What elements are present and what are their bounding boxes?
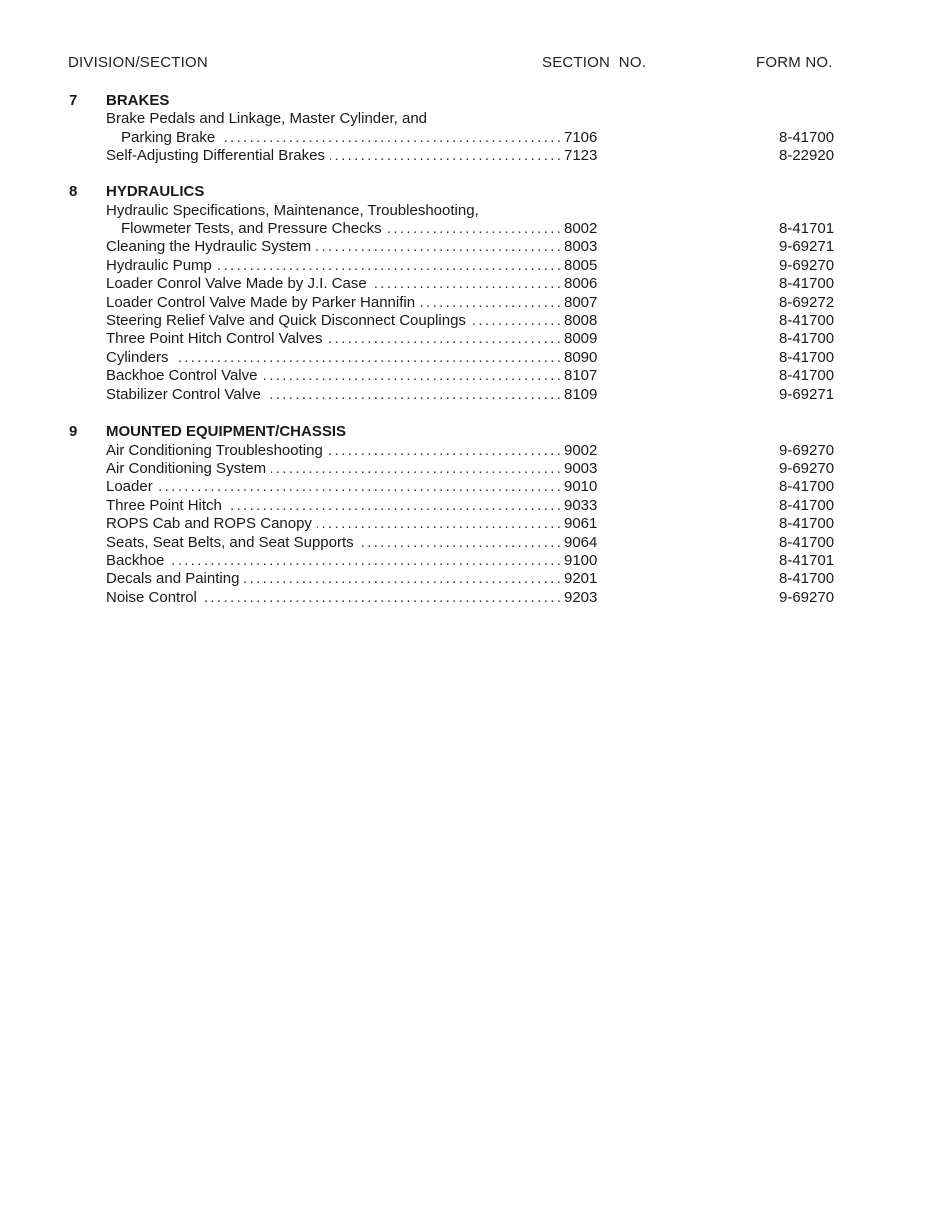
entry-form-no: 8-41700 [779,497,835,514]
entry-form-no: 8-22920 [779,147,835,164]
entry-title: Hydraulic Pump [106,257,217,274]
entry-form-no: 9-69270 [779,589,835,606]
toc-entry[interactable] [0,386,933,404]
entry-title: Loader [106,478,158,495]
entry-form-no: 9-69270 [779,257,835,274]
toc-entry[interactable] [0,367,933,385]
entry-form-no: 8-41700 [779,478,835,495]
division-title: BRAKES [106,92,170,109]
column-header-section-no: SECTION NO. [542,54,647,71]
entry-form-no: 9-69271 [779,238,835,255]
entry-section-no: 8107 [564,367,598,384]
entry-title: Loader Control Valve Made by Parker Hannifin [106,294,420,311]
entry-section-no: 8008 [564,312,598,329]
entry-section-no: 8007 [564,294,598,311]
entry-form-no: 9-69270 [779,460,835,477]
entry-form-no: 9-69270 [779,442,835,459]
toc-entry[interactable] [0,129,933,147]
entry-title: Air Conditioning Troubleshooting [106,442,328,459]
entry-form-no: 8-41700 [779,129,835,146]
toc-entry[interactable] [0,349,933,367]
entry-form-no: 8-41701 [779,552,835,569]
division-number: 9 [69,423,78,440]
entry-section-no: 8009 [564,330,598,347]
entry-title: Cylinders [106,349,174,366]
entry-section-no: 9061 [564,515,598,532]
toc-entry[interactable] [0,515,933,533]
entry-section-no: 7106 [564,129,598,146]
toc-entry[interactable] [0,330,933,348]
entry-section-no: 9033 [564,497,598,514]
entry-title: Loader Conrol Valve Made by J.I. Case [106,275,372,292]
entry-title: Self-Adjusting Differential Brakes [106,147,330,164]
entry-section-no: 9010 [564,478,598,495]
toc-entry[interactable] [0,257,933,275]
toc-entry[interactable] [0,238,933,256]
entry-title: Noise Control [106,589,202,606]
entry-section-no: 9201 [564,570,598,587]
entry-section-no: 9064 [564,534,598,551]
entry-form-no: 9-69271 [779,386,835,403]
column-header-division-section: DIVISION/SECTION [68,54,208,71]
entry-section-no: 8006 [564,275,598,292]
toc-entry[interactable] [0,312,933,330]
entry-section-no: 9203 [564,589,598,606]
toc-entry[interactable] [0,570,933,588]
entry-section-no: 7123 [564,147,598,164]
entry-title: Three Point Hitch Control Valves [106,330,327,347]
entry-form-no: 8-41700 [779,515,835,532]
entry-title: Cleaning the Hydraulic System [106,238,316,255]
toc-entry[interactable] [0,220,933,238]
division-title: HYDRAULICS [106,183,205,200]
entry-title: Seats, Seat Belts, and Seat Supports [106,534,359,551]
entry-form-no: 8-41700 [779,330,835,347]
toc-entry[interactable] [0,294,933,312]
entry-section-no: 8109 [564,386,598,403]
entry-section-no: 8090 [564,349,598,366]
entry-form-no: 8-41700 [779,534,835,551]
toc-entry[interactable] [0,460,933,478]
toc-entry[interactable] [0,478,933,496]
entry-form-no: 8-41700 [779,275,835,292]
entry-title: Parking Brake [121,129,220,146]
entry-form-no: 8-41700 [779,367,835,384]
toc-entry[interactable] [0,552,933,570]
toc-entry[interactable] [0,589,933,607]
entry-section-no: 8003 [564,238,598,255]
entry-title: Three Point Hitch [106,497,227,514]
toc-entry[interactable] [0,497,933,515]
entry-section-no: 9100 [564,552,598,569]
division-number: 7 [69,92,78,109]
entry-title-continuation: Brake Pedals and Linkage, Master Cylinder, and [106,110,428,127]
toc-entry[interactable] [0,147,933,165]
entry-section-no: 8002 [564,220,598,237]
entry-form-no: 8-41701 [779,220,835,237]
toc-entry[interactable] [0,275,933,293]
entry-form-no: 8-41700 [779,312,835,329]
division-title: MOUNTED EQUIPMENT/CHASSIS [106,423,347,440]
column-header-form-no: FORM NO. [756,54,833,71]
entry-title: Air Conditioning System [106,460,271,477]
entry-title: Flowmeter Tests, and Pressure Checks [121,220,387,237]
entry-section-no: 9002 [564,442,598,459]
entry-title-continuation: Hydraulic Specifications, Maintenance, Troubleshooting, [106,202,479,219]
entry-title: Stabilizer Control Valve [106,386,266,403]
entry-form-no: 8-69272 [779,294,835,311]
entry-form-no: 8-41700 [779,570,835,587]
entry-section-no: 9003 [564,460,598,477]
entry-title: Backhoe [106,552,169,569]
division-number: 8 [69,183,78,200]
toc-entry[interactable] [0,534,933,552]
toc-entry[interactable] [0,442,933,460]
entry-section-no: 8005 [564,257,598,274]
entry-title: Backhoe Control Valve [106,367,262,384]
entry-form-no: 8-41700 [779,349,835,366]
entry-title: ROPS Cab and ROPS Canopy [106,515,317,532]
entry-title: Steering Relief Valve and Quick Disconnect Couplings [106,312,471,329]
entry-title: Decals and Painting [106,570,244,587]
